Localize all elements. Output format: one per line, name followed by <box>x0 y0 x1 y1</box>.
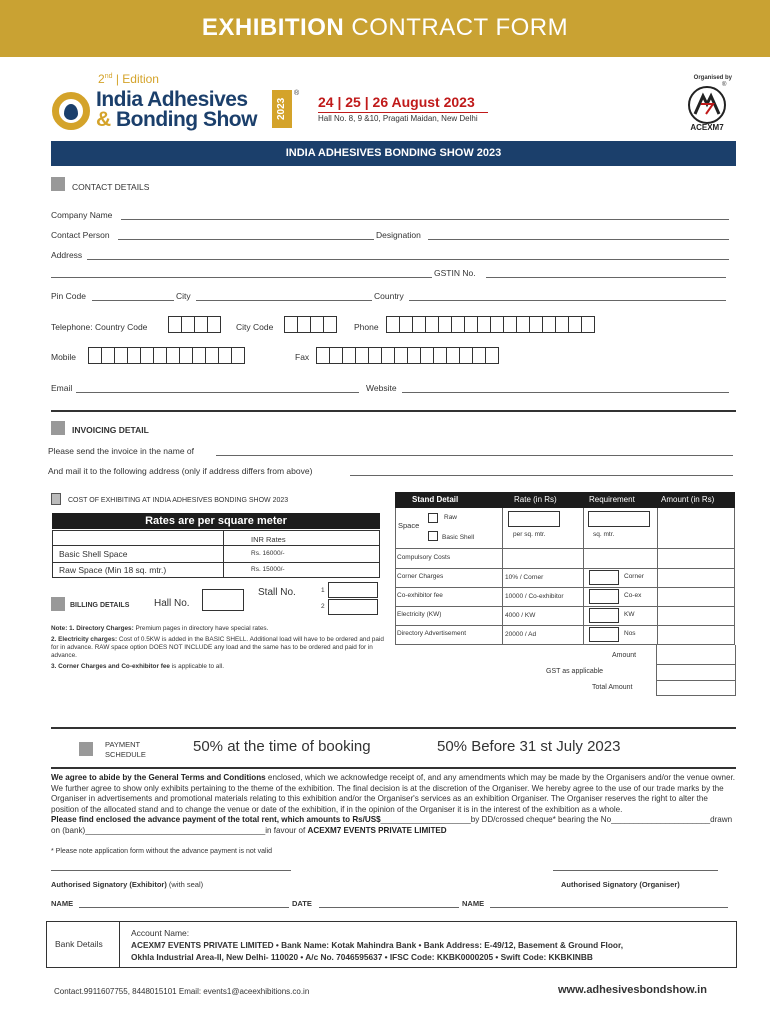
rate-row-label: Raw Space (Min 18 sq. mtr.) <box>59 565 167 575</box>
billing-details-label: BILLING DETAILS <box>70 602 130 609</box>
table-rule <box>656 664 736 665</box>
section-marker-icon <box>51 177 65 191</box>
organiser-name-label: NAME <box>462 899 485 908</box>
stall-no-label: Stall No. <box>258 587 296 598</box>
directory-ad-input[interactable] <box>589 627 619 642</box>
stand-row-label: Co-exhibitor fee <box>397 592 443 599</box>
corner-input[interactable] <box>589 570 619 585</box>
stand-row-label: Directory Advertisement <box>397 630 466 637</box>
bank-line-2: Okhla Industrial Area-II, New Delhi- 110020 • A/c No. 7046595637 • IFSC Code: KKBK0000205 • Swift Code: KKBKINBB <box>131 952 593 962</box>
hall-no-label: Hall No. <box>154 598 190 609</box>
designation-field[interactable] <box>428 239 729 240</box>
cost-section-title: COST OF EXHIBITING AT INDIA ADHESIVES BONDING SHOW 2023 <box>68 497 289 504</box>
pin-code-label: Pin Code <box>51 291 86 301</box>
city-code-label: City Code <box>236 322 274 332</box>
basic-shell-label: Basic Shell <box>442 534 475 541</box>
stall-index-1: 1 <box>321 587 325 594</box>
account-name-label: Account Name: <box>131 928 190 938</box>
invoice-address-label: And mail it to the following address (only if address differs from above) <box>48 466 313 476</box>
organiser-signature-line[interactable] <box>553 870 718 871</box>
email-field[interactable] <box>76 392 359 393</box>
logo-line-2: & Bonding Show <box>96 108 257 131</box>
hall-no-input[interactable] <box>202 589 244 611</box>
payment-label-2: SCHEDULE <box>105 750 146 759</box>
bank-details-label: Bank Details <box>55 939 103 949</box>
fax-boxes[interactable] <box>316 347 498 364</box>
compulsory-costs-label: Compulsory Costs <box>397 554 451 561</box>
footer-contact: Contact.9911607755, 8448015101 Email: events1@aceexhibitions.co.in <box>54 987 310 996</box>
stall-index-2: 2 <box>321 603 325 610</box>
payment-second: 50% Before 31 st July 2023 <box>437 738 621 755</box>
table-rule <box>583 508 584 644</box>
stand-detail-header <box>395 492 735 508</box>
footer-website[interactable]: www.adhesivesbondshow.in <box>558 984 707 996</box>
table-rule <box>223 531 224 577</box>
rate-col: Rate (in Rs) <box>514 495 557 504</box>
section-marker-icon <box>51 421 65 435</box>
adhesive-drop-icon <box>64 104 78 120</box>
table-rule <box>502 508 503 644</box>
rate-input[interactable] <box>508 511 560 527</box>
amount-col: Amount (in Rs) <box>661 495 715 504</box>
city-label: City <box>176 291 191 301</box>
event-venue: Hall No. 8, 9 &10, Pragati Maidan, New Delhi <box>318 114 478 123</box>
stand-row-rate: 10% / Corner <box>505 574 544 581</box>
invoice-address-field[interactable] <box>350 475 733 476</box>
table-rule <box>396 548 734 549</box>
event-dates: 24 | 25 | 26 August 2023 <box>318 94 475 110</box>
contact-person-field[interactable] <box>118 239 374 240</box>
mobile-boxes[interactable] <box>88 347 244 364</box>
table-rule <box>396 568 734 569</box>
stand-row-rate: 10000 / Co-exhibitor <box>505 593 564 600</box>
section-marker-icon <box>51 493 61 505</box>
company-name-label: Company Name <box>51 210 113 220</box>
divider <box>318 112 488 113</box>
gstin-field[interactable] <box>486 277 726 278</box>
invoice-name-label: Please send the invoice in the name of <box>48 446 195 456</box>
stall-no-input-2[interactable] <box>328 599 378 615</box>
advance-note: * Please note application form without the advance payment is not valid <box>51 848 273 855</box>
edition-label: 2nd | Edition <box>98 72 159 86</box>
stand-row-rate: 20000 / Ad <box>505 631 537 638</box>
requirement-col: Requirement <box>589 495 635 504</box>
exhibitor-signature-line[interactable] <box>51 870 291 871</box>
note-item: Note: 1. Directory Charges: Premium pages in directory have special rates. <box>51 625 269 632</box>
designation-label: Designation <box>376 230 421 240</box>
date-field[interactable] <box>319 907 459 908</box>
rate-row-value: Rs. 16000/- <box>251 550 285 557</box>
table-rule <box>396 587 734 588</box>
stand-row-unit: Nos <box>624 630 636 637</box>
table-rule <box>656 680 736 681</box>
co-exhibitor-input[interactable] <box>589 589 619 604</box>
table-rule <box>656 645 657 695</box>
table-rule <box>656 695 736 696</box>
table-rule <box>53 562 379 563</box>
section-divider <box>51 727 736 729</box>
address-field[interactable] <box>87 259 729 260</box>
acexm-emblem-icon <box>690 88 724 122</box>
stand-row-unit: Corner <box>624 573 644 580</box>
bank-details-box <box>46 921 737 968</box>
per-sq-mtr-label: per sq. mtr. <box>513 531 546 538</box>
terms-paragraph: We agree to abide by the General Terms and Conditions enclosed, which we acknowledge receipt of, and any amendments which may be made by the Organisers and/or the venue owner. We further agree to show only exhibits pertaining to the theme of the exhibition. The final decision is at the discretion of the Organiser. We hereby agree to the use of our trade marks by the Organiser in advertisements and promotional materials relating to this exhibition and/or the Organiser's services as an exhibition Organiser. The Organiser reserves the right to alter the position of the allocated stand and to change the venue or date of the exhibition, if in the opinion of the Organiser it is in the interest of the exhibition as a whole. Please find enclosed the advance payment of the total rent, which amounts to Rs/US$____________________by DD/crossed cheque* bearing the No______________________drawn on (bank)________________________________________in favour of ACEXM7 EVENTS PRIVATE LIMITED <box>51 773 735 835</box>
invoice-name-field[interactable] <box>216 455 733 456</box>
section-marker-icon <box>51 597 65 611</box>
stand-row-label: Corner Charges <box>397 573 444 580</box>
organiser-name-field[interactable] <box>490 907 728 908</box>
section-marker-icon <box>79 742 93 756</box>
phone-boxes[interactable] <box>386 316 594 333</box>
space-label: Space <box>398 521 420 530</box>
country-code-boxes[interactable] <box>168 316 220 333</box>
company-name-field[interactable] <box>121 219 729 220</box>
amount-label: Amount <box>612 652 637 659</box>
stand-detail-col: Stand Detail <box>412 495 459 504</box>
registered-mark: ® <box>722 82 727 88</box>
organiser-name: ACEXM7 <box>690 123 724 132</box>
acexm-logo-icon <box>688 86 726 124</box>
stand-row-unit: Co-ex <box>624 592 642 599</box>
rate-row-label: Basic Shell Space <box>59 549 128 559</box>
note-item: 2. Electricity charges: Cost of 0.5KW is added in the BASIC SHELL. Additional load will have to be ordered and paid for in advance. RAW space option DOES NOT INCLUDE any load and the same has to be ordered and paid for in advance. <box>51 636 384 659</box>
show-banner: INDIA ADHESIVES BONDING SHOW 2023 <box>51 141 736 166</box>
gst-label: GST as applicable <box>546 668 604 675</box>
section-divider <box>51 410 736 412</box>
website-field[interactable] <box>402 392 729 393</box>
gstin-label: GSTIN No. <box>434 268 476 278</box>
pin-code-field[interactable] <box>92 300 174 301</box>
contact-person-label: Contact Person <box>51 230 110 240</box>
country-label: Country <box>374 291 404 301</box>
name-field[interactable] <box>79 907 289 908</box>
table-rule <box>53 545 379 546</box>
requirement-input[interactable] <box>588 511 650 527</box>
table-rule <box>119 922 120 967</box>
website-label: Website <box>366 383 397 393</box>
cost-notes <box>51 625 389 671</box>
exhibitor-signatory-label: Authorised Signatory (Exhibitor) (with seal) <box>51 880 204 889</box>
bank-line-1: ACEXM7 EVENTS PRIVATE LIMITED • Bank Name: Kotak Mahindra Bank • Bank Address: E-49/12, Basement & Ground Floor, <box>131 940 624 950</box>
rates-table <box>52 530 380 578</box>
section-divider <box>51 767 736 769</box>
logo-year: 2023 <box>272 90 292 128</box>
table-rule <box>396 606 734 607</box>
raw-checkbox[interactable] <box>428 513 438 523</box>
stand-detail-table <box>395 508 735 645</box>
stall-no-input-1[interactable] <box>328 582 378 598</box>
raw-label: Raw <box>444 514 458 521</box>
city-code-boxes[interactable] <box>284 316 336 333</box>
rate-row-value: Rs. 15000/- <box>251 566 285 573</box>
organiser-signatory-label: Authorised Signatory (Organiser) <box>561 880 680 889</box>
name-label: NAME <box>51 899 74 908</box>
email-label: Email <box>51 383 73 393</box>
phone-label: Phone <box>354 322 379 332</box>
registered-mark: ® <box>294 90 300 97</box>
fax-label: Fax <box>295 352 310 362</box>
rates-header: Rates are per square meter <box>52 513 380 529</box>
date-label: DATE <box>292 899 312 908</box>
mobile-label: Mobile <box>51 352 77 362</box>
table-rule <box>657 508 658 644</box>
city-field[interactable] <box>196 300 372 301</box>
table-rule <box>735 645 736 695</box>
country-field[interactable] <box>409 300 726 301</box>
stand-row-label: Electricity (KW) <box>397 611 442 618</box>
table-rule <box>396 625 734 626</box>
form-title: EXHIBITION CONTRACT FORM <box>201 14 569 41</box>
stand-row-rate: 4000 / KW <box>505 612 536 619</box>
organised-by-label: Organised by <box>693 75 732 81</box>
address-label: Address <box>51 250 83 260</box>
inr-rates-header: INR Rates <box>251 535 286 544</box>
contact-section-title: CONTACT DETAILS <box>72 182 150 192</box>
invoicing-section-title: INVOICING DETAIL <box>72 425 149 435</box>
address-field-line-2[interactable] <box>51 277 432 278</box>
stand-row-unit: KW <box>624 611 635 618</box>
telephone-label: Telephone: Country Code <box>51 322 148 332</box>
electricity-input[interactable] <box>589 608 619 623</box>
basic-shell-checkbox[interactable] <box>428 531 438 541</box>
sq-mtr-label: sq. mtr. <box>593 531 615 538</box>
logo-line-1: India Adhesives <box>96 88 248 111</box>
payment-label-1: PAYMENT <box>105 740 141 749</box>
total-amount-label: Total Amount <box>592 684 633 691</box>
payment-first: 50% at the time of booking <box>193 738 371 755</box>
note-item: 3. Corner Charges and Co-exhibitor fee is applicable to all. <box>51 663 224 670</box>
